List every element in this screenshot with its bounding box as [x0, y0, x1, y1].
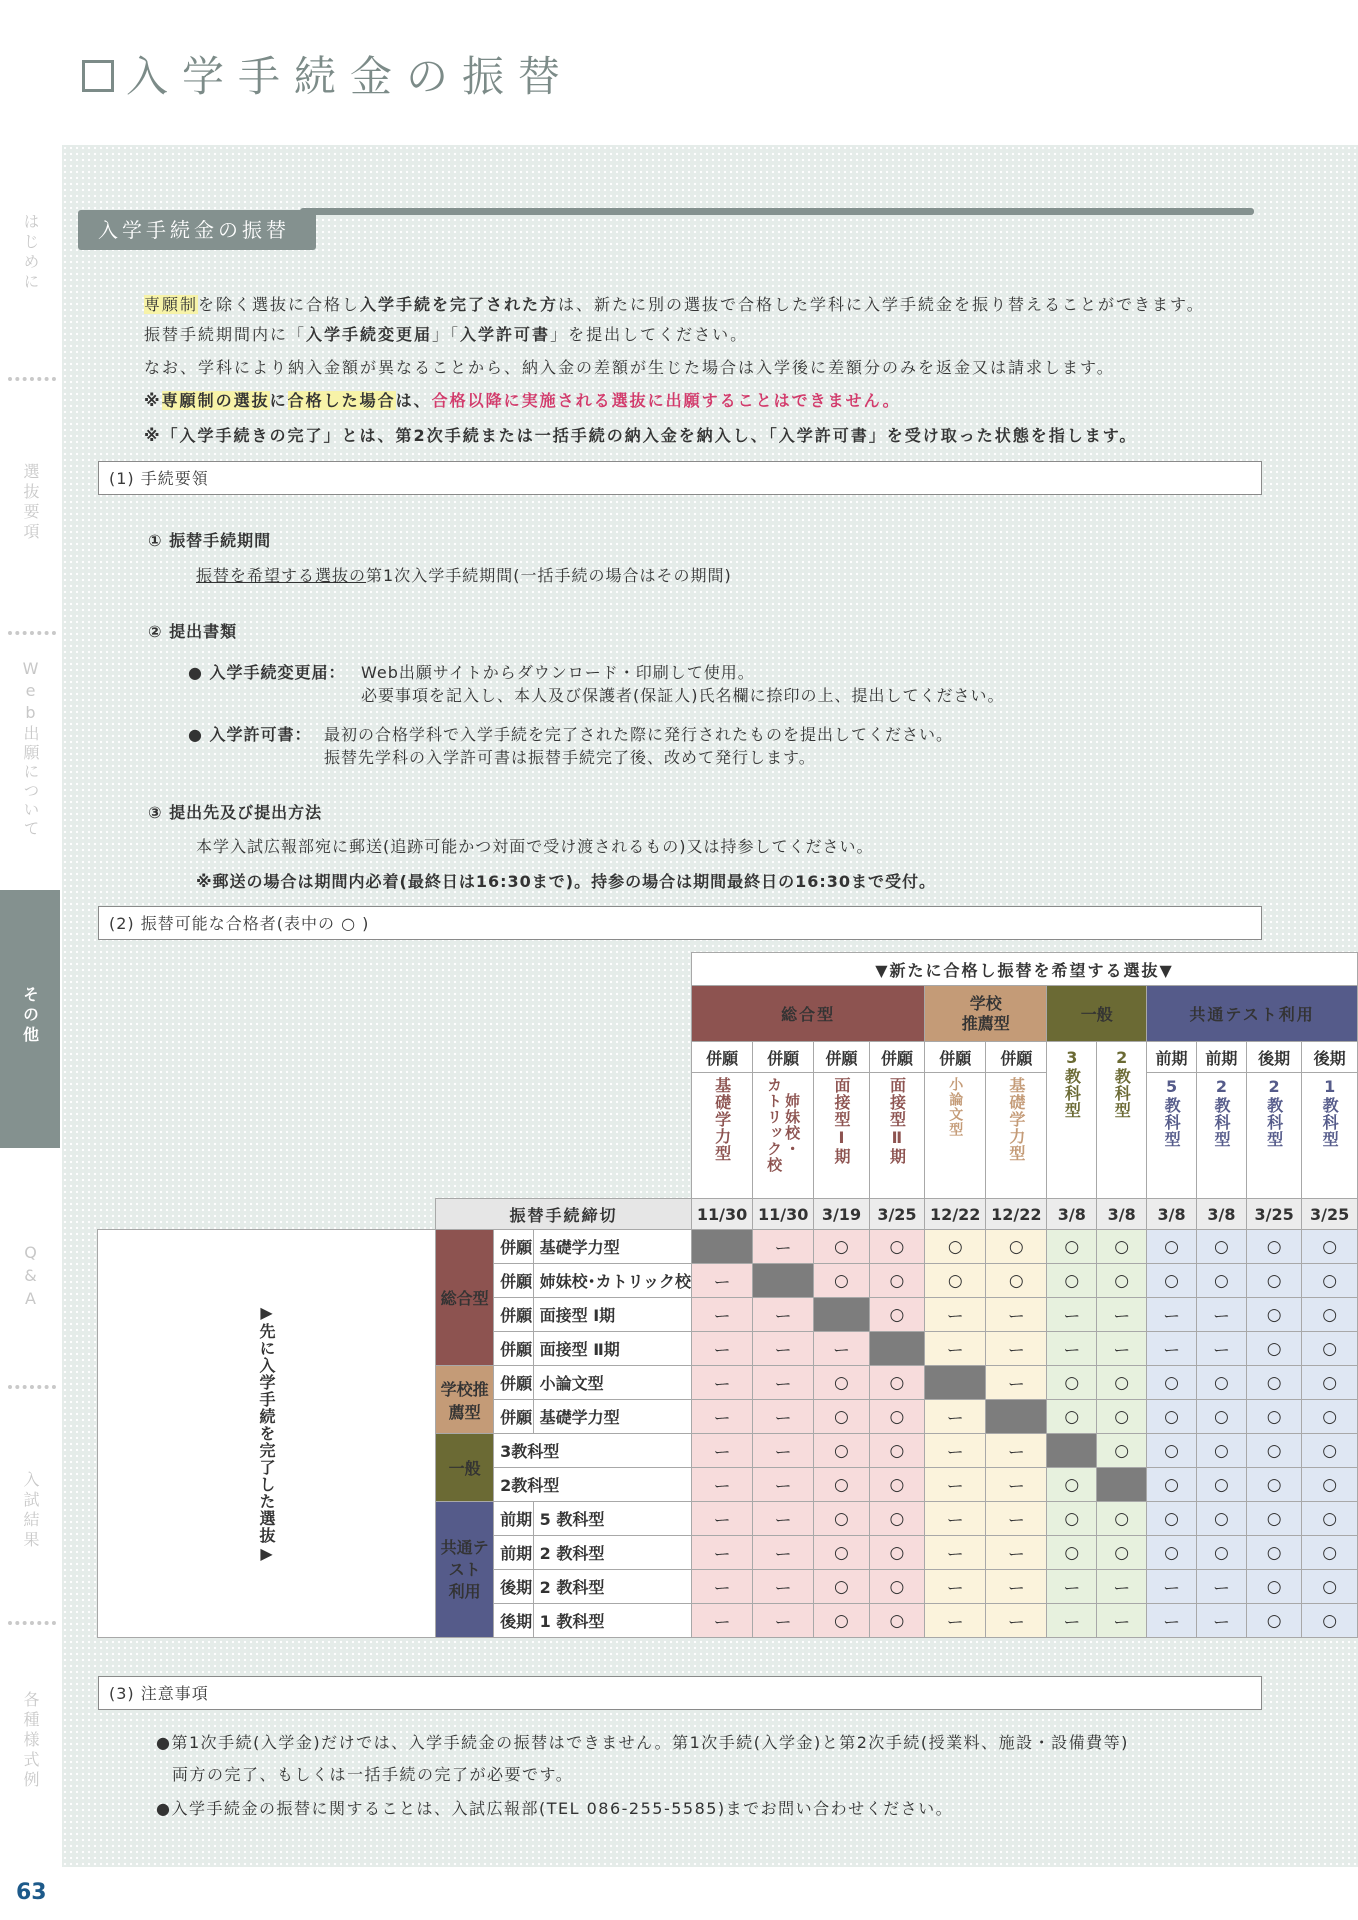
section-rule: [300, 208, 1254, 215]
table-cell: ○: [1047, 1468, 1097, 1502]
table-cell: ○: [1302, 1468, 1358, 1502]
table-cell: ○: [986, 1264, 1047, 1298]
table-cell: ー: [986, 1604, 1047, 1638]
sub-header: 併願: [692, 1042, 753, 1073]
table-cell: ○: [814, 1366, 869, 1400]
sub-header: 併願: [753, 1042, 814, 1073]
row-name: 小論文型: [533, 1366, 691, 1400]
table-cell: ○: [1246, 1298, 1301, 1332]
table-cell: ○: [869, 1400, 924, 1434]
table-cell: ー: [692, 1570, 753, 1604]
row-name: 面接型 Ⅰ期: [533, 1298, 691, 1332]
table-body: [98, 1230, 1358, 1638]
intro-line-4: ※専願制の選抜に合格した場合は、合格以降に実施される選抜に出願することはできません。: [144, 391, 901, 410]
s1-b2-line1: 最初の合格学科で入学手続を完了された際に発行されたものを提出してください。: [324, 725, 954, 744]
sidebar-divider: [8, 377, 56, 383]
s1-b1-line2: 必要事項を記入し、本人及び保護者(保証人)氏名欄に捺印の上、提出してください。: [361, 686, 1005, 705]
table-cell: ー: [1197, 1604, 1247, 1638]
deadline-cell: 3/25: [1246, 1199, 1301, 1230]
table-cell: ○: [1302, 1298, 1358, 1332]
table-cell: ○: [1302, 1570, 1358, 1604]
table-cell: ー: [1097, 1570, 1147, 1604]
table-cell: ー: [925, 1298, 986, 1332]
table-cell: ○: [1047, 1502, 1097, 1536]
s1-p3-body: 本学入試広報部宛に郵送(追跡可能かつ対面で受け渡されるもの)又は持参してください。: [196, 837, 874, 856]
table-cell: ○: [1302, 1434, 1358, 1468]
row-sub: 併願: [494, 1298, 534, 1332]
deadline-cell: 11/30: [692, 1199, 753, 1230]
table-cell: ○: [814, 1536, 869, 1570]
table-cell: ー: [1197, 1570, 1247, 1604]
table-cell: ー: [986, 1298, 1047, 1332]
row-sub: 前期: [494, 1502, 534, 1536]
intro-line-5: ※「入学手続きの完了」とは、第2次手続または一括手続の納入金を納入し、「入学許可書」を受け取った状態を指します。: [144, 426, 1138, 445]
row-name: 2 教科型: [533, 1536, 691, 1570]
deadline-cell: 12/22: [925, 1199, 986, 1230]
s1-b2-label: ● 入学許可書：: [188, 725, 312, 744]
table-cell: ○: [1047, 1366, 1097, 1400]
table-cell: ○: [1147, 1536, 1197, 1570]
table-cell: ー: [925, 1434, 986, 1468]
table-cell: ○: [1302, 1230, 1358, 1264]
table-cell: ー: [1097, 1332, 1147, 1366]
sidebar-item-results[interactable]: 入試結果: [21, 1471, 40, 1551]
table-cell: ー: [925, 1502, 986, 1536]
table-cell: ー: [692, 1366, 753, 1400]
table-cell: ○: [869, 1230, 924, 1264]
table-cell: ○: [869, 1536, 924, 1570]
table-cell: ○: [1246, 1332, 1301, 1366]
table-cell: ー: [692, 1264, 753, 1298]
deadline-cell: 3/25: [1302, 1199, 1358, 1230]
sub-header: 併願: [925, 1042, 986, 1073]
table-cell: ー: [753, 1604, 814, 1638]
table-cell: ○: [1302, 1536, 1358, 1570]
intro-line-1: 専願制を除く選抜に合格し入学手続を完了された方は、新たに別の選抜で合格した学科に入学手続金を振り替えることができます。: [144, 295, 1205, 314]
table-cell: ○: [1246, 1536, 1301, 1570]
section-title: 入学手続金の振替: [78, 210, 316, 250]
deadline-label: 振替手続締切: [436, 1199, 692, 1230]
table-cell: ○: [814, 1604, 869, 1638]
col-header: 基礎学力型: [986, 1073, 1047, 1199]
sub-header: 前期: [1147, 1042, 1197, 1073]
row-name: 2 教科型: [533, 1570, 691, 1604]
table-cell: ○: [814, 1570, 869, 1604]
sidebar-item-guidelines[interactable]: 選抜要項: [21, 463, 40, 543]
row-name: 姉妹校･カトリック校: [533, 1264, 691, 1298]
col-header: 2教科型: [1197, 1073, 1247, 1199]
table-cell: ○: [1047, 1230, 1097, 1264]
table-cell: ー: [753, 1468, 814, 1502]
row-sub: 後期: [494, 1570, 534, 1604]
table-cell: ー: [753, 1366, 814, 1400]
page-title: [82, 44, 574, 104]
s1-p2-title: ② 提出書類: [148, 622, 238, 641]
table-cell: ○: [1097, 1366, 1147, 1400]
table-cell: ○: [1302, 1264, 1358, 1298]
sidebar-divider: [8, 1385, 56, 1391]
table-cell: ○: [814, 1400, 869, 1434]
table-cell: ー: [986, 1468, 1047, 1502]
table-cell: ー: [753, 1298, 814, 1332]
table-cell: ー: [1147, 1604, 1197, 1638]
table-cell: ○: [1147, 1400, 1197, 1434]
note-1-line-1: ●第1次手続(入学金)だけでは、入学手続金の振替はできません。第1次手続(入学金)と第2次手続(授業料、施設・設備費等): [156, 1733, 1129, 1752]
sub-header: 後期: [1302, 1042, 1358, 1073]
table-cell: ○: [869, 1264, 924, 1298]
table-cell: ○: [1246, 1400, 1301, 1434]
table-cell: ー: [925, 1536, 986, 1570]
col-header: 基礎学力型: [692, 1073, 753, 1199]
table-cell: ー: [986, 1332, 1047, 1366]
table-cell: ○: [869, 1570, 924, 1604]
table-cell: ○: [1246, 1570, 1301, 1604]
table-cell: ○: [1246, 1502, 1301, 1536]
table-cell: ー: [753, 1570, 814, 1604]
table-cell: ○: [1197, 1434, 1247, 1468]
table-cell: ー: [692, 1502, 753, 1536]
table-cell: ○: [1147, 1230, 1197, 1264]
table-cell: ○: [869, 1468, 924, 1502]
deadline-cell: 12/22: [986, 1199, 1047, 1230]
table-cell: ー: [753, 1502, 814, 1536]
table-cell: ー: [1197, 1298, 1247, 1332]
row-sub: 併願: [494, 1400, 534, 1434]
table-cell: ー: [753, 1434, 814, 1468]
table-cell: ○: [1197, 1366, 1247, 1400]
table-cell: ○: [1097, 1230, 1147, 1264]
table-row: [98, 1230, 1358, 1264]
table-cell: ○: [1197, 1230, 1247, 1264]
table-cell: ー: [753, 1536, 814, 1570]
sub-header: 併願: [814, 1042, 869, 1073]
s1-b1-label: ● 入学手続変更届：: [188, 663, 346, 682]
table-cell: [925, 1366, 986, 1400]
table-cell: ー: [925, 1332, 986, 1366]
table-cell: ○: [1197, 1264, 1247, 1298]
table-cell: ー: [925, 1570, 986, 1604]
table-cell: ○: [1097, 1264, 1147, 1298]
table-cell: ○: [869, 1434, 924, 1468]
table-cell: ○: [1147, 1366, 1197, 1400]
deadline-cell: 3/8: [1197, 1199, 1247, 1230]
table-cell: ○: [1147, 1502, 1197, 1536]
s1-p1-body: 振替を希望する選抜の第1次入学手続期間(一括手続の場合はその期間): [196, 566, 732, 585]
table-cell: ー: [1047, 1298, 1097, 1332]
table-cell: ー: [692, 1434, 753, 1468]
table-cell: ○: [1302, 1502, 1358, 1536]
table-cell: ー: [692, 1604, 753, 1638]
checkbox-icon: [82, 60, 114, 92]
col-header: 5教科型: [1147, 1073, 1197, 1199]
page-title-text: 入学手続金の振替: [126, 52, 575, 101]
table-cell: ○: [869, 1298, 924, 1332]
table-cell: ○: [1047, 1400, 1097, 1434]
table-cell: ー: [986, 1502, 1047, 1536]
table-cell: ○: [814, 1434, 869, 1468]
table-cell: ー: [692, 1298, 753, 1332]
table-cell: ○: [814, 1230, 869, 1264]
s1-b2-line2: 振替先学科の入学許可書は振替手続完了後、改めて発行します。: [324, 748, 816, 767]
col-header: 1教科型: [1302, 1073, 1358, 1199]
table-cell: ー: [692, 1400, 753, 1434]
row-axis-label: ▶先に入学手続を完了した選抜▶: [98, 1230, 436, 1638]
table-cell: ー: [692, 1332, 753, 1366]
table-cell: ○: [1246, 1604, 1301, 1638]
table-cell: ー: [1097, 1604, 1147, 1638]
table-cell: ー: [1147, 1298, 1197, 1332]
sidebar-item-other-active[interactable]: その他: [0, 890, 60, 1148]
s1-heading: (1) 手続要領: [98, 461, 1262, 495]
table-cell: ー: [753, 1332, 814, 1366]
table-cell: ○: [1302, 1400, 1358, 1434]
table-cell: [753, 1264, 814, 1298]
s1-b1-line1: Web出願サイトからダウンロード・印刷して使用。: [361, 663, 755, 682]
table-cell: ○: [1097, 1536, 1147, 1570]
row-name: 基礎学力型: [533, 1400, 691, 1434]
table-cell: ○: [925, 1264, 986, 1298]
group-header-kyotsu: 共通テスト利用: [1147, 986, 1358, 1042]
col-header: 3教科型: [1047, 1042, 1097, 1199]
table-cell: ○: [869, 1502, 924, 1536]
row-group-label: 共通テスト 利用: [436, 1502, 494, 1638]
table-cell: ○: [1246, 1434, 1301, 1468]
table-cell: ○: [1147, 1434, 1197, 1468]
row-sub: 前期: [494, 1536, 534, 1570]
row-name: 2教科型: [494, 1468, 692, 1502]
s1-p3-note: ※郵送の場合は期間内必着(最終日は16:30まで)。持参の場合は期間最終日の16:30まで受付。: [196, 872, 937, 891]
table-cell: [869, 1332, 924, 1366]
col-header: 面接型Ⅱ期: [869, 1073, 924, 1199]
table-cell: ○: [1097, 1434, 1147, 1468]
table-cell: ○: [1246, 1468, 1301, 1502]
table-cell: ー: [1047, 1332, 1097, 1366]
deadline-cell: 3/8: [1047, 1199, 1097, 1230]
table-cell: ○: [1197, 1468, 1247, 1502]
table-cell: ー: [692, 1536, 753, 1570]
s2-heading: (2) 振替可能な合格者(表中の ○ ): [98, 906, 1262, 940]
group-header-ippan: 一般: [1047, 986, 1147, 1042]
table-cell: ○: [1147, 1264, 1197, 1298]
row-group-label: 一般: [436, 1434, 494, 1502]
deadline-cell: 3/8: [1147, 1199, 1197, 1230]
table-cell: ○: [1197, 1536, 1247, 1570]
deadline-cell: 3/19: [814, 1199, 869, 1230]
col-header: 2教科型: [1246, 1073, 1301, 1199]
intro-line-2: 振替手続期間内に「入学手続変更届」「入学許可書」を提出してください。: [144, 325, 749, 344]
table-cell: ○: [1302, 1366, 1358, 1400]
table-cell: ー: [1147, 1332, 1197, 1366]
note-2: ●入学手続金の振替に関することは、入試広報部(TEL 086-255-5585)までお問い合わせください。: [156, 1799, 954, 1818]
group-header-suisen: 学校 推薦型: [925, 986, 1047, 1042]
table-cell: ー: [1047, 1604, 1097, 1638]
col-header: 2教科型: [1097, 1042, 1147, 1199]
table-cell: [1097, 1468, 1147, 1502]
table-cell: ○: [814, 1502, 869, 1536]
table-cell: ○: [869, 1366, 924, 1400]
row-name: 基礎学力型: [533, 1230, 691, 1264]
table-cell: [814, 1298, 869, 1332]
sidebar-item-web[interactable]: Web出願について: [21, 659, 40, 839]
table-cell: [1047, 1434, 1097, 1468]
col-header: 小論文型: [925, 1073, 986, 1199]
table-cell: ○: [1097, 1400, 1147, 1434]
table-cell: ー: [986, 1434, 1047, 1468]
s3-heading: (3) 注意事項: [98, 1676, 1262, 1710]
table-cell: ー: [1147, 1570, 1197, 1604]
table-cell: ○: [1197, 1400, 1247, 1434]
table-cell: ○: [1147, 1468, 1197, 1502]
sidebar-item-forms[interactable]: 各種様式例: [21, 1691, 40, 1791]
deadline-cell: 3/25: [869, 1199, 924, 1230]
table-cell: ー: [925, 1468, 986, 1502]
row-group-label: 総合型: [436, 1230, 494, 1366]
sidebar-item-qa[interactable]: Q&A: [21, 1243, 40, 1312]
table-cell: ー: [753, 1230, 814, 1264]
table-cell: ー: [1097, 1298, 1147, 1332]
table-cell: ○: [1246, 1366, 1301, 1400]
table-cell: ー: [753, 1400, 814, 1434]
table-cell: ー: [925, 1604, 986, 1638]
row-sub: 後期: [494, 1604, 534, 1638]
row-group-label: 学校推薦型: [436, 1366, 494, 1434]
table-cell: ○: [1302, 1604, 1358, 1638]
table-cell: ○: [1302, 1332, 1358, 1366]
table-cell: ○: [1246, 1230, 1301, 1264]
row-sub: 併願: [494, 1230, 534, 1264]
table-cell: ○: [1047, 1264, 1097, 1298]
table-cell: ー: [692, 1468, 753, 1502]
row-sub: 併願: [494, 1366, 534, 1400]
group-header-sogo: 総合型: [692, 986, 925, 1042]
table-cell: ○: [814, 1468, 869, 1502]
page-number: 63: [16, 1880, 47, 1905]
deadline-cell: 11/30: [753, 1199, 814, 1230]
table-top-header: ▼新たに合格し振替を希望する選抜▼: [692, 953, 1358, 986]
row-sub: 併願: [494, 1264, 534, 1298]
table-cell: ○: [986, 1230, 1047, 1264]
table-cell: [986, 1400, 1047, 1434]
s1-p1-title: ① 振替手続期間: [148, 531, 272, 550]
table-cell: ー: [1047, 1570, 1097, 1604]
row-name: 5 教科型: [533, 1502, 691, 1536]
intro-line-3: なお、学科により納入金額が異なることから、納入金の差額が生じた場合は入学後に差額分のみを返金又は請求します。: [144, 358, 1115, 377]
row-sub: 併願: [494, 1332, 534, 1366]
col-header: 姉妹校・ カトリック校: [753, 1073, 814, 1199]
table-cell: ー: [925, 1400, 986, 1434]
sub-header: 後期: [1246, 1042, 1301, 1073]
row-name: 1 教科型: [533, 1604, 691, 1638]
table-cell: ー: [986, 1570, 1047, 1604]
sidebar-divider: [8, 631, 56, 637]
table-cell: ー: [814, 1332, 869, 1366]
note-1-line-2: 両方の完了、もしくは一括手続の完了が必要です。: [172, 1765, 574, 1784]
table-cell: ○: [869, 1604, 924, 1638]
sidebar-divider: [8, 1621, 56, 1627]
table-cell: [692, 1230, 753, 1264]
table-cell: ○: [1246, 1264, 1301, 1298]
sub-header: 併願: [986, 1042, 1047, 1073]
row-name: 面接型 Ⅱ期: [533, 1332, 691, 1366]
table-cell: ー: [986, 1366, 1047, 1400]
table-cell: ー: [1197, 1332, 1247, 1366]
sidebar-item-intro[interactable]: はじめに: [21, 213, 40, 293]
col-header: 面接型Ⅰ期: [814, 1073, 869, 1199]
sub-header: 前期: [1197, 1042, 1247, 1073]
transfer-table: [97, 952, 1358, 1638]
deadline-cell: 3/8: [1097, 1199, 1147, 1230]
table-cell: ○: [1097, 1502, 1147, 1536]
sub-header: 併願: [869, 1042, 924, 1073]
row-name: 3教科型: [494, 1434, 692, 1468]
table-cell: ○: [1047, 1536, 1097, 1570]
table-cell: ー: [986, 1536, 1047, 1570]
s1-p3-title: ③ 提出先及び提出方法: [148, 803, 323, 822]
table-cell: ○: [814, 1264, 869, 1298]
table-cell: ○: [1197, 1502, 1247, 1536]
table-cell: ○: [925, 1230, 986, 1264]
